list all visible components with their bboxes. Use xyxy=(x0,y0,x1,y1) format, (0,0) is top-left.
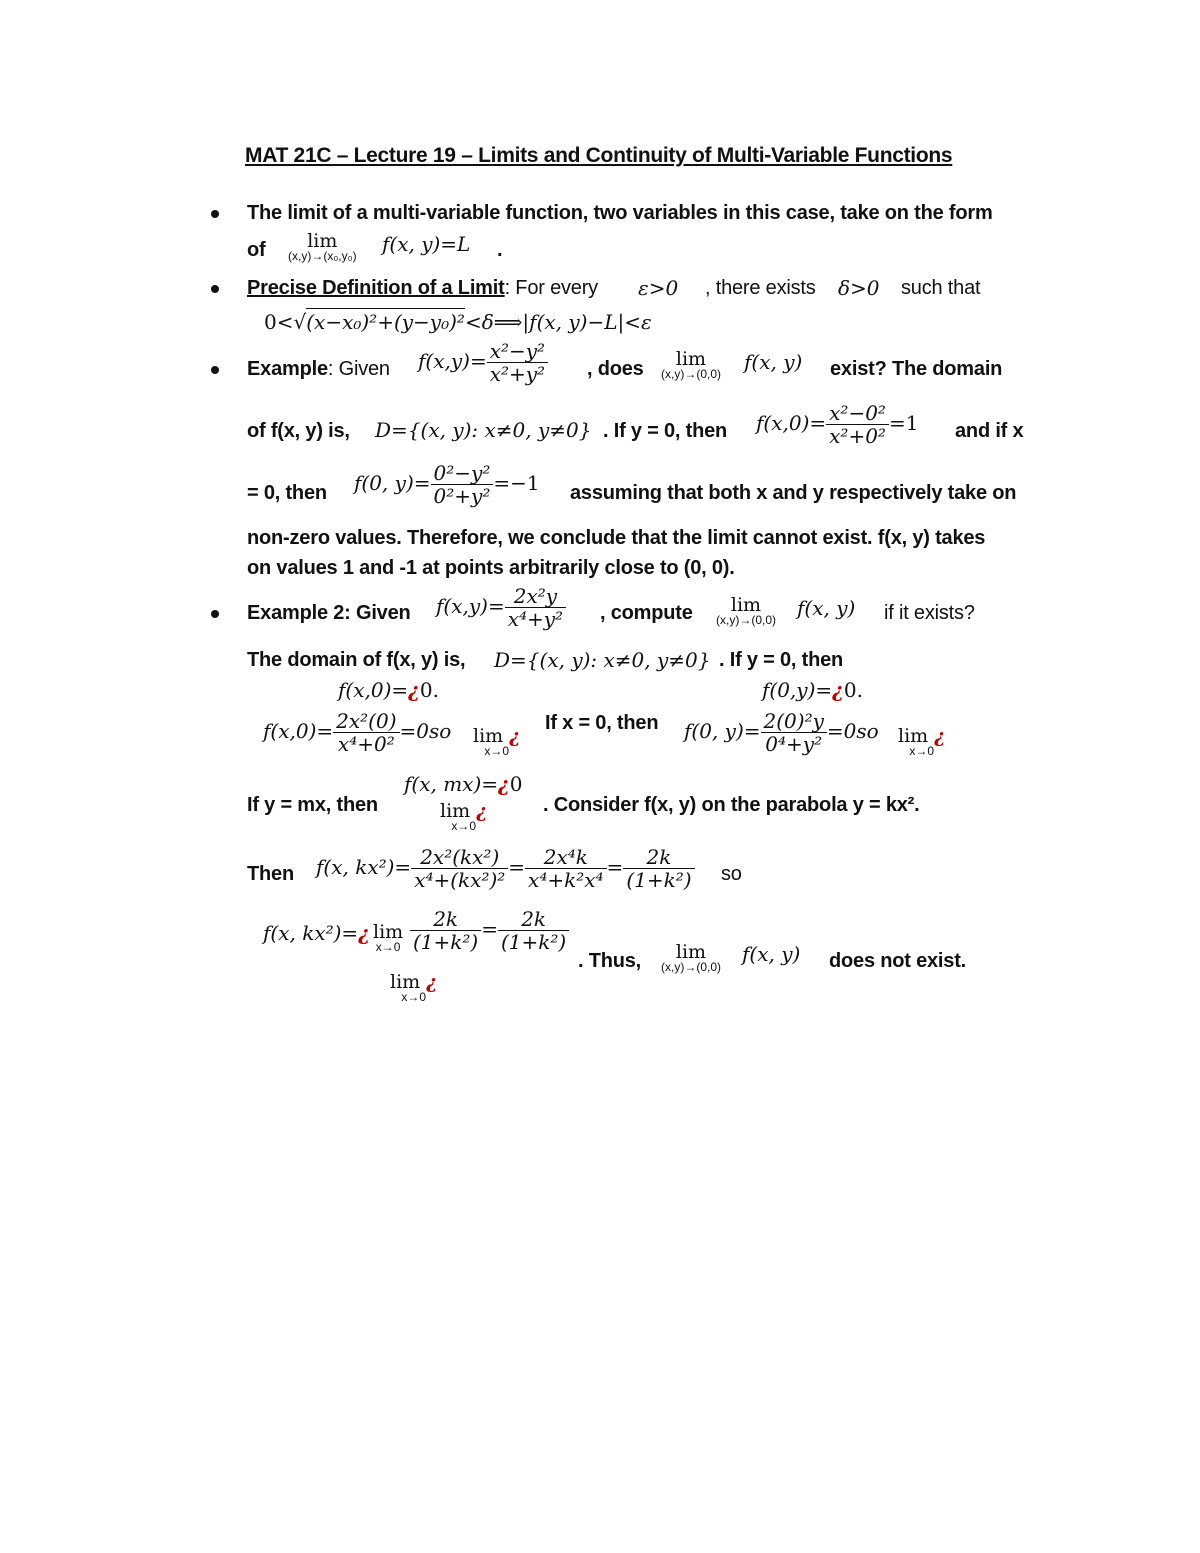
f-lhs: f(0, y)= xyxy=(354,471,431,495)
example1-text3: exist? The domain xyxy=(830,358,1003,380)
lim-text: lim xyxy=(473,725,504,747)
bullet1-line1: The limit of a multi-variable function, two variables in this case, take on the form xyxy=(247,202,993,224)
bullet1-expression: f(x, y)=L xyxy=(382,232,471,256)
lim-subscript: x→0 xyxy=(909,744,935,758)
f-lhs: f(0,y)= xyxy=(762,678,833,702)
lim-subscript: (x,y)→(x₀,y₀) xyxy=(288,249,357,263)
example2-f0y-fraction xyxy=(684,710,879,755)
numerator: 2k xyxy=(410,908,481,931)
example2-limit xyxy=(716,594,776,627)
formula-part-c: <δ⟹|f(x, y)−L|<ε xyxy=(464,310,652,334)
example2-final-limit-expr: f(x, y) xyxy=(742,942,801,966)
unrendered-glyph: ¿ xyxy=(498,772,510,796)
lim-subscript: x→0 xyxy=(451,819,477,833)
denominator: 0²+y² xyxy=(433,484,491,508)
example1-given: : Given xyxy=(327,358,390,380)
lim-word: lim xyxy=(307,230,338,252)
example2-text6: If x = 0, then xyxy=(545,712,659,734)
f-lhs: f(0, y)= xyxy=(684,719,761,743)
denominator: x⁴+k²x⁴ xyxy=(528,868,604,892)
example1-domain: D={(x, y): x≠0, y≠0} xyxy=(375,418,592,442)
lim-word: lim xyxy=(675,348,707,370)
example2-limit-x-d xyxy=(373,921,403,954)
f-rhs: 0. xyxy=(843,678,863,702)
denominator: (1+k²) xyxy=(413,930,479,954)
numerator: 2k xyxy=(498,908,569,931)
example2-text4: The domain of f(x, y) is, xyxy=(247,649,466,671)
bullet1-limit xyxy=(288,230,357,263)
denominator: x⁴+y² xyxy=(507,607,564,631)
example1-text7: = 0, then xyxy=(247,482,327,504)
example1-limit-expr: f(x, y) xyxy=(744,350,803,374)
bullet-dot xyxy=(211,285,219,293)
bullet2-line xyxy=(247,277,598,300)
numerator: 2(0)²y xyxy=(761,710,827,733)
f-rhs: 0 xyxy=(509,772,523,796)
example2-domain: D={(x, y): x≠0, y≠0} xyxy=(494,648,711,672)
fraction xyxy=(498,908,569,953)
denominator: (1+k²) xyxy=(501,930,567,954)
f-lhs: f(x, kx²)= xyxy=(263,921,359,945)
example1-text6: and if x xyxy=(955,420,1024,442)
denominator: x²+y² xyxy=(489,362,546,386)
example2-limit-x-b xyxy=(898,725,945,758)
example2-text11: . Thus, xyxy=(578,950,642,972)
example2-fkx-chain: f(x, kx²)= $\frac{\text{2x²(kx²)}}{\text{x⁴+(kx²)²}}$ = $\frac{\text{2x⁴k}}{\text{x⁴+k²x⁴}}$ = $\frac{2k}{\text{(1+k²)}}$ xyxy=(316,846,695,891)
example2-text3: if it exists? xyxy=(884,602,975,624)
f-rhs: =0so xyxy=(826,719,879,743)
fraction xyxy=(623,846,694,891)
example2-limit-x-c xyxy=(440,800,487,833)
example2-limit-expr: f(x, y) xyxy=(797,596,856,620)
example1-limit xyxy=(661,348,721,381)
unrendered-glyph: ¿ xyxy=(934,725,946,747)
lim-word: lim xyxy=(730,594,762,616)
delta-condition: δ>0 xyxy=(838,276,880,300)
example2-given: Given xyxy=(350,602,411,624)
example1-intro xyxy=(247,358,390,381)
precise-definition-label: Precise Definition of a Limit xyxy=(247,277,505,299)
fraction xyxy=(761,710,827,755)
bullet-dot xyxy=(211,210,219,218)
f-rhs: =0so xyxy=(399,719,452,743)
bullet1-of: of xyxy=(247,239,266,261)
example2-fx0-fraction xyxy=(263,710,451,755)
f-lhs: f(x, kx²)= xyxy=(316,855,412,879)
bullet2-text2: , there exists xyxy=(705,277,816,299)
example2-final-limit xyxy=(661,941,721,974)
denominator: 0⁴+y² xyxy=(765,732,823,756)
f-rhs: =1 xyxy=(888,411,919,435)
example2-text8: . Consider f(x, y) on the parabola y = kx². xyxy=(543,794,920,816)
example2-text12: does not exist. xyxy=(829,950,967,972)
numerator: 2k xyxy=(623,846,694,869)
example1-text10: on values 1 and -1 at points arbitrarily close to (0, 0). xyxy=(247,557,735,579)
example2-function xyxy=(436,585,566,630)
example1-does: , does xyxy=(587,358,644,380)
bullet-dot xyxy=(211,610,219,618)
fraction xyxy=(826,402,889,447)
f-rhs: =−1 xyxy=(493,471,540,495)
denominator: (1+k²) xyxy=(626,868,692,892)
f-lhs: f(x, mx)= xyxy=(404,772,499,796)
unrendered-glyph: ¿ xyxy=(476,800,488,822)
epsilon-condition: ε>0 xyxy=(638,276,679,300)
example2-text10: so xyxy=(721,863,742,885)
example1-text4: of f(x, y) is, xyxy=(247,420,350,442)
fraction xyxy=(431,462,494,507)
lim-subscript: x→0 xyxy=(375,940,401,954)
page-title: MAT 21C – Lecture 19 – Limits and Continuity of Multi-Variable Functions xyxy=(245,144,953,167)
fraction xyxy=(487,340,548,385)
example2-limit-x-a xyxy=(473,725,520,758)
example1-text5: . If y = 0, then xyxy=(603,420,728,442)
f-lhs: f(x,0)= xyxy=(756,411,827,435)
f-lhs: f(x,y)= xyxy=(436,594,505,618)
fraction xyxy=(333,710,399,755)
lim-word: lim xyxy=(675,941,707,963)
bullet1-period: . xyxy=(497,239,503,261)
fraction xyxy=(410,908,481,953)
lim-subscript: x→0 xyxy=(401,990,427,1004)
lim-subscript: (x,y)→(0,0) xyxy=(716,613,776,627)
example2-fkx-limit-fractions: $\frac{2k}{\text{(1+k²)}}$ = $\frac{2k}{\text{(1+k²)}}$ xyxy=(410,908,569,953)
example1-function xyxy=(418,340,548,385)
example2-fkx-limit xyxy=(263,921,370,945)
numerator: 0²−y² xyxy=(431,462,494,485)
fraction xyxy=(411,846,508,891)
formula-part-a: 0< xyxy=(264,310,294,334)
lim-word: lim xyxy=(373,921,404,943)
epsilon-delta-formula: 0<√(x−x₀)²+(y−y₀)²<δ⟹|f(x, y)−L|<ε xyxy=(264,310,652,334)
fraction xyxy=(505,585,566,630)
example1-text8: assuming that both x and y respectively take on xyxy=(570,482,1017,504)
f-lhs: f(x,0)= xyxy=(338,678,409,702)
denominator: x⁴+(kx²)² xyxy=(414,868,506,892)
example2-text9: Then xyxy=(247,863,294,885)
denominator: x²+0² xyxy=(829,424,886,448)
fraction xyxy=(525,846,607,891)
example2-f0y-top xyxy=(762,678,863,702)
lim-text: lim xyxy=(440,800,471,822)
lim-text: lim xyxy=(898,725,929,747)
example2-compute: , compute xyxy=(600,602,693,624)
f-rhs: 0. xyxy=(419,678,439,702)
numerator: x²−0² xyxy=(826,402,889,425)
lim-text: lim xyxy=(390,971,421,993)
denominator: x⁴+0² xyxy=(337,732,395,756)
numerator: x²−y² xyxy=(487,340,548,363)
bullet2-text3: such that xyxy=(901,277,981,299)
example1-f-0y xyxy=(354,462,540,507)
example2-label: Example 2: xyxy=(247,602,351,624)
unrendered-glyph: ¿ xyxy=(509,725,521,747)
example1-label: Example xyxy=(247,358,328,380)
example2-fmx xyxy=(404,772,522,796)
example1-f-x0 xyxy=(756,402,918,447)
unrendered-glyph: ¿ xyxy=(408,678,420,702)
lim-subscript: (x,y)→(0,0) xyxy=(661,960,721,974)
lim-subscript: x→0 xyxy=(484,744,510,758)
example2-limit-x-e xyxy=(390,971,437,1004)
unrendered-glyph: ¿ xyxy=(832,678,844,702)
f-lhs: f(x,y)= xyxy=(418,349,487,373)
unrendered-glyph: ¿ xyxy=(358,921,370,945)
example2-intro xyxy=(247,602,411,625)
f-lhs: f(x,0)= xyxy=(263,719,334,743)
bullet-dot xyxy=(211,366,219,374)
numerator: 2x²(kx²) xyxy=(411,846,508,869)
unrendered-glyph: ¿ xyxy=(426,971,438,993)
example2-text7: If y = mx, then xyxy=(247,794,378,816)
lim-subscript: (x,y)→(0,0) xyxy=(661,367,721,381)
numerator: 2x²(0) xyxy=(333,710,399,733)
numerator: 2x²y xyxy=(505,585,566,608)
example2-fx0-top xyxy=(338,678,439,702)
example2-text5: . If y = 0, then xyxy=(719,649,844,671)
bullet2-text1: : For every xyxy=(504,277,598,299)
example1-text9: non-zero values. Therefore, we conclude that the limit cannot exist. f(x, y) takes xyxy=(247,527,986,549)
numerator: 2x⁴k xyxy=(525,846,607,869)
formula-radicand: (x−x₀)²+(y−y₀)² xyxy=(306,310,465,334)
